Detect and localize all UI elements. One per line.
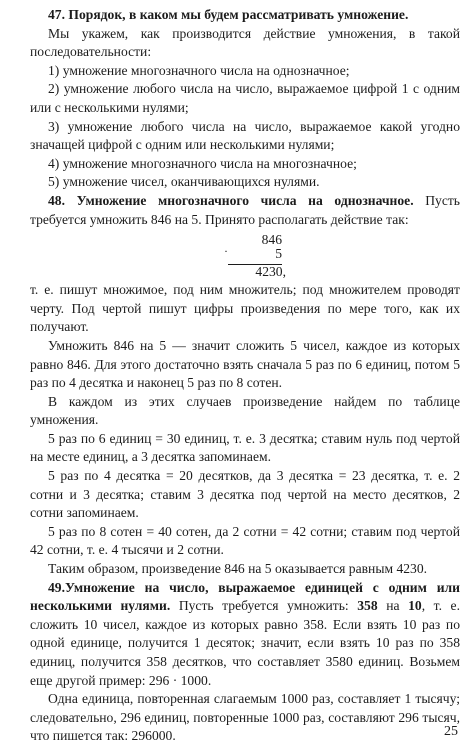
bold-number: 10 — [408, 598, 422, 614]
multiply-sign: · — [224, 244, 228, 259]
list-item: 5) умножение чисел, оканчивающихся нулями. — [48, 174, 320, 190]
section-48-intro-text: Пусть требуется умножить 846 на 5. Принято располагать действие так: — [30, 192, 461, 227]
paragraph: Таким образом, произведение 846 на 5 оказывается равным 4230. — [48, 561, 428, 577]
multiplicand: 846 — [261, 232, 282, 248]
section-47-heading — [30, 6, 460, 25]
paragraph: Умножить 846 на 5 — значит сложить 5 чисел, каждое из которых равно 846. Для этого достаточно взять сначала 5 раз по 6 единиц, потом 5 раз по 4 десятка и наконец 5 раз по 8 сотен. — [30, 337, 460, 391]
text-run: на — [377, 598, 409, 614]
section-47-intro: Мы укажем, как производится действие умножения, в такой последовательности: — [30, 25, 460, 60]
list-item: 2) умножение любого числа на число, выражаемое цифрой 1 с одним или с несколькими нулями; — [30, 81, 460, 115]
bold-number: 358 — [357, 598, 378, 614]
list-item: 1) умножение многозначного числа на однозначное; — [48, 62, 350, 78]
paragraph: 5 раз по 4 десятка = 20 десятков, да 3 десятка = 23 десятка, т. е. 2 сотни и 3 десятка; ставим 3 десятка под чертой на место десятков, 2 сотни запоминаем. — [30, 468, 460, 521]
paragraph: В каждом из этих случаев произведение найдем по таблице умножения. — [30, 393, 460, 428]
multiplier: 5 — [275, 246, 282, 262]
heading-49-text: 49.Умножение на число, выражаемое единицей с одним или несколькими нулями. — [30, 579, 460, 614]
text-run: , т. е. сложить 10 чисел, каждое из которых равно 358. Если взять 10 раз по одной единице, получится 1 десяток; значит, если взять 10 раз по 358 единиц, получится 358 десятков, что составляет 3580 единиц. Возьмем еще другой пример: 296 · 1000. — [30, 598, 460, 688]
heading-47-text: 47. Порядок, в каком мы будем рассматривать умножение. — [48, 7, 409, 22]
paragraph: 5 раз по 6 единиц = 30 единиц, т. е. 3 десятка; ставим нуль под чертой на месте единиц, а 3 десятка запоминаем. — [30, 430, 460, 465]
multiplication-column — [30, 231, 460, 281]
list-item: 4) умножение многозначного числа на многозначное; — [48, 155, 357, 171]
page-number: 25 — [444, 724, 458, 740]
section-48-intro — [30, 192, 460, 229]
section-48-after-calc: т. е. пишут множимое, под ним множитель; под множителем проводят черту. Под чертой пишут цифры произведения по мере того, как их получают. — [30, 282, 460, 335]
heading-48-text: 48. Умножение многозначного числа на однозначное. — [48, 192, 414, 208]
text-run: Пусть требуется умножить: — [170, 598, 358, 614]
product: 4230, — [255, 264, 286, 280]
list-item: 3) умножение любого числа на число, выражаемое какой угодно значащей цифрой с одним или несколькими нулями; — [30, 118, 460, 153]
paragraph: Одна единица, повторенная слагаемым 1000 раз, составляет 1 тысячу; следовательно, 296 единиц, повторенные 1000 раз, составляют 296 тысяч, что пишется так: 296000. — [30, 691, 460, 744]
paragraph: 5 раз по 8 сотен = 40 сотен, да 2 сотни = 42 сотни; ставим под чертой 42 сотни, т. е. 4 тысячи и 2 сотни. — [30, 523, 460, 558]
section-49-intro — [30, 579, 460, 691]
